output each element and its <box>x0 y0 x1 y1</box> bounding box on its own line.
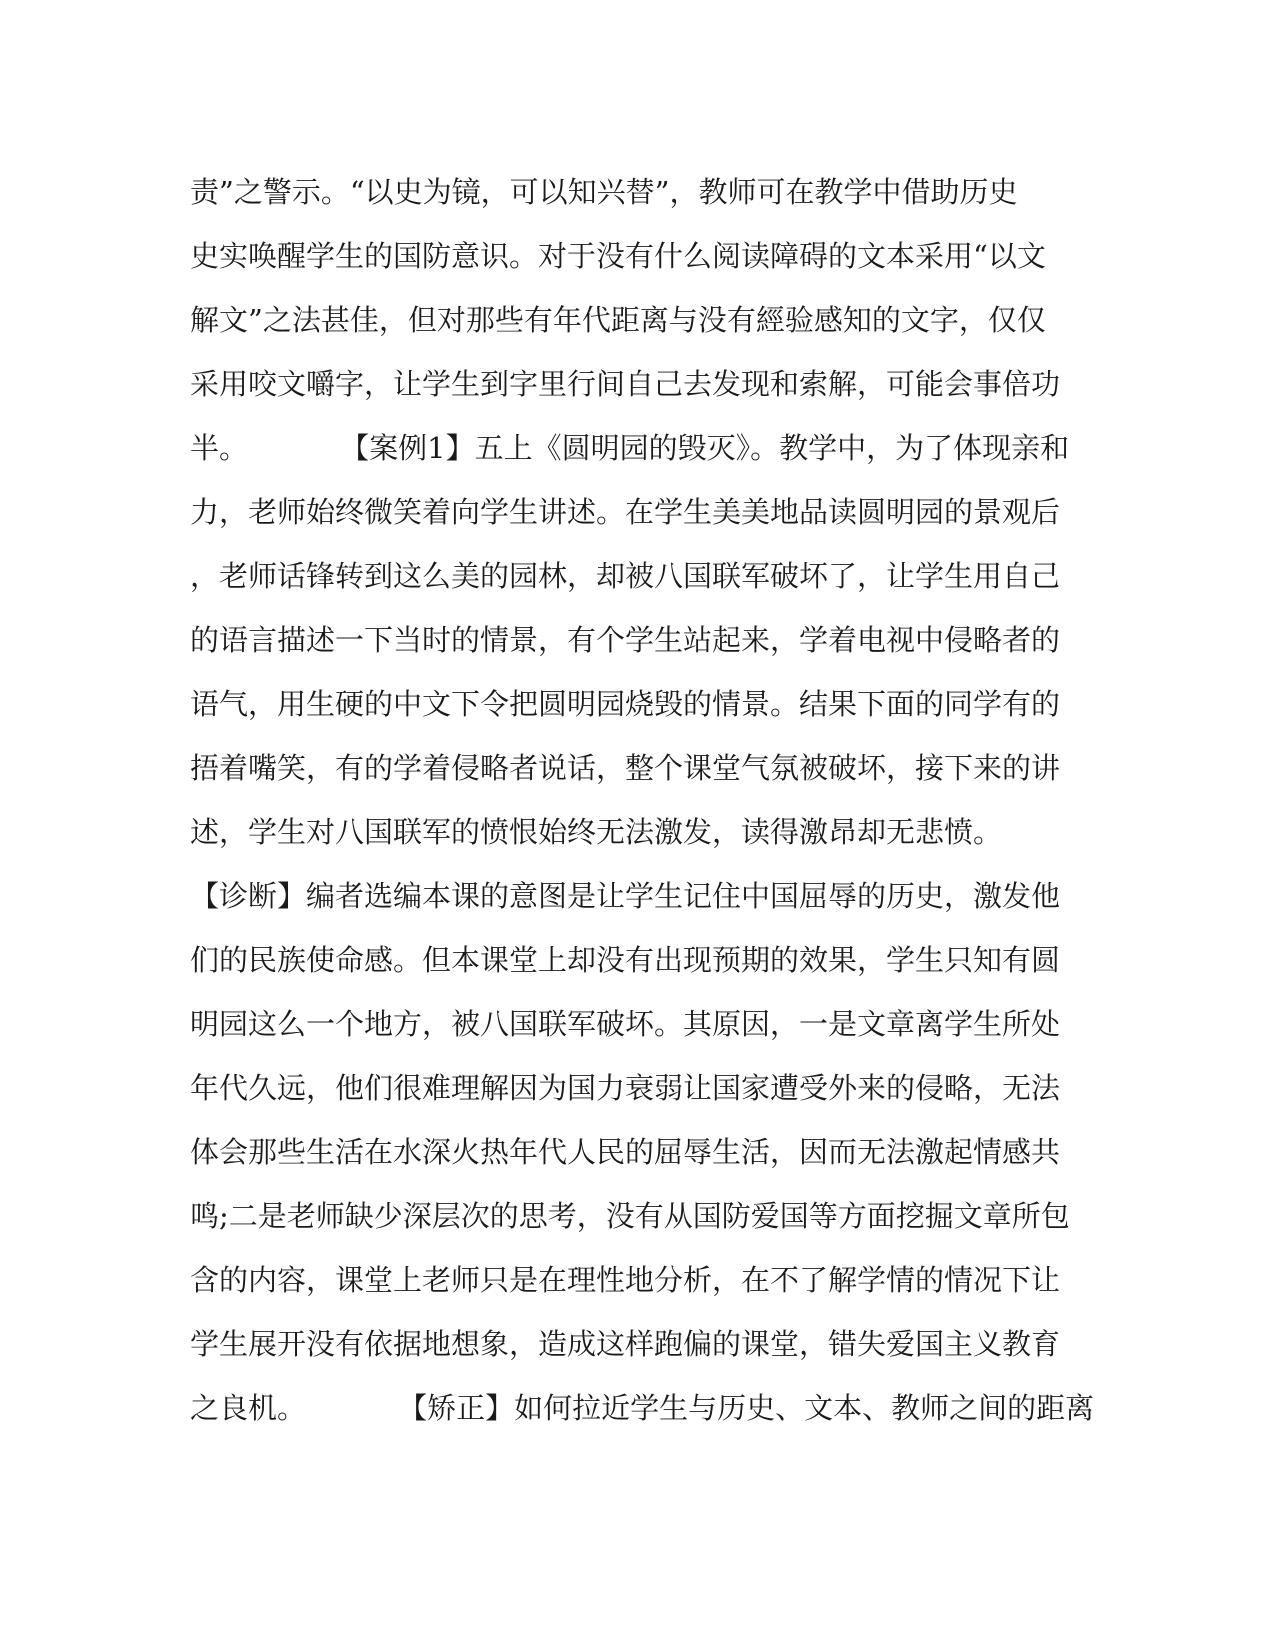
text-line: 们的民族使命感。但本课堂上却没有出现预期的效果，学生只知有圆 <box>190 943 1061 977</box>
body-text <box>190 160 1095 1440</box>
text-line: 采用咬文嚼字，让学生到字里行间自己去发现和索解，可能会事倍功 <box>190 367 1061 401</box>
text-line: 半。 【案例1】五上《圆明园的毁灭》。教学中，为了体现亲和 <box>190 431 1070 465</box>
text-line: 体会那些生活在水深火热年代人民的屈辱生活，因而无法激起情感共 <box>190 1135 1061 1169</box>
text-line: 明园这么一个地方，被八国联军破坏。其原因，一是文章离学生所处 <box>190 1007 1061 1041</box>
text-line: ，老师话锋转到这么美的园林，却被八国联军破坏了，让学生用自己 <box>190 559 1061 593</box>
text-line: 力，老师始终微笑着向学生讲述。在学生美美地品读圆明园的景观后 <box>190 495 1061 529</box>
text-line: 的语言描述一下当时的情景，有个学生站起来，学着电视中侵略者的 <box>190 623 1061 657</box>
text-line: 学生展开没有依据地想象，造成这样跑偏的课堂，错失爱国主义教育 <box>190 1327 1061 1361</box>
text-line: 史实唤醒学生的国防意识。对于没有什么阅读障碍的文本采用“以文 <box>190 239 1046 273</box>
text-line: 鸣;二是老师缺少深层次的思考，没有从国防爱国等方面挖掘文章所包 <box>190 1199 1070 1233</box>
text-line: 捂着嘴笑，有的学着侵略者说话，整个课堂气氛被破坏，接下来的讲 <box>190 751 1061 785</box>
text-line: 责”之警示。“以史为镜，可以知兴替”，教师可在教学中借助历史 <box>190 175 1018 209</box>
text-line: 【诊断】编者选编本课的意图是让学生记住中国屈辱的历史，激发他 <box>190 879 1061 913</box>
text-line: 述，学生对八国联军的愤恨始终无法激发，读得激昂却无悲愤。 <box>190 815 1003 849</box>
text-line: 之良机。 【矫正】如何拉近学生与历史、文本、教师之间的距离 <box>190 1391 1095 1425</box>
text-line: 解文”之法甚佳，但对那些有年代距离与没有經验感知的文字，仅仅 <box>190 303 1046 337</box>
text-line: 语气，用生硬的中文下令把圆明园烧毁的情景。结果下面的同学有的 <box>190 687 1061 721</box>
text-line: 年代久远，他们很难理解因为国力衰弱让国家遭受外来的侵略，无法 <box>190 1071 1061 1105</box>
text-line: 含的内容，课堂上老师只是在理性地分析，在不了解学情的情况下让 <box>190 1263 1061 1297</box>
